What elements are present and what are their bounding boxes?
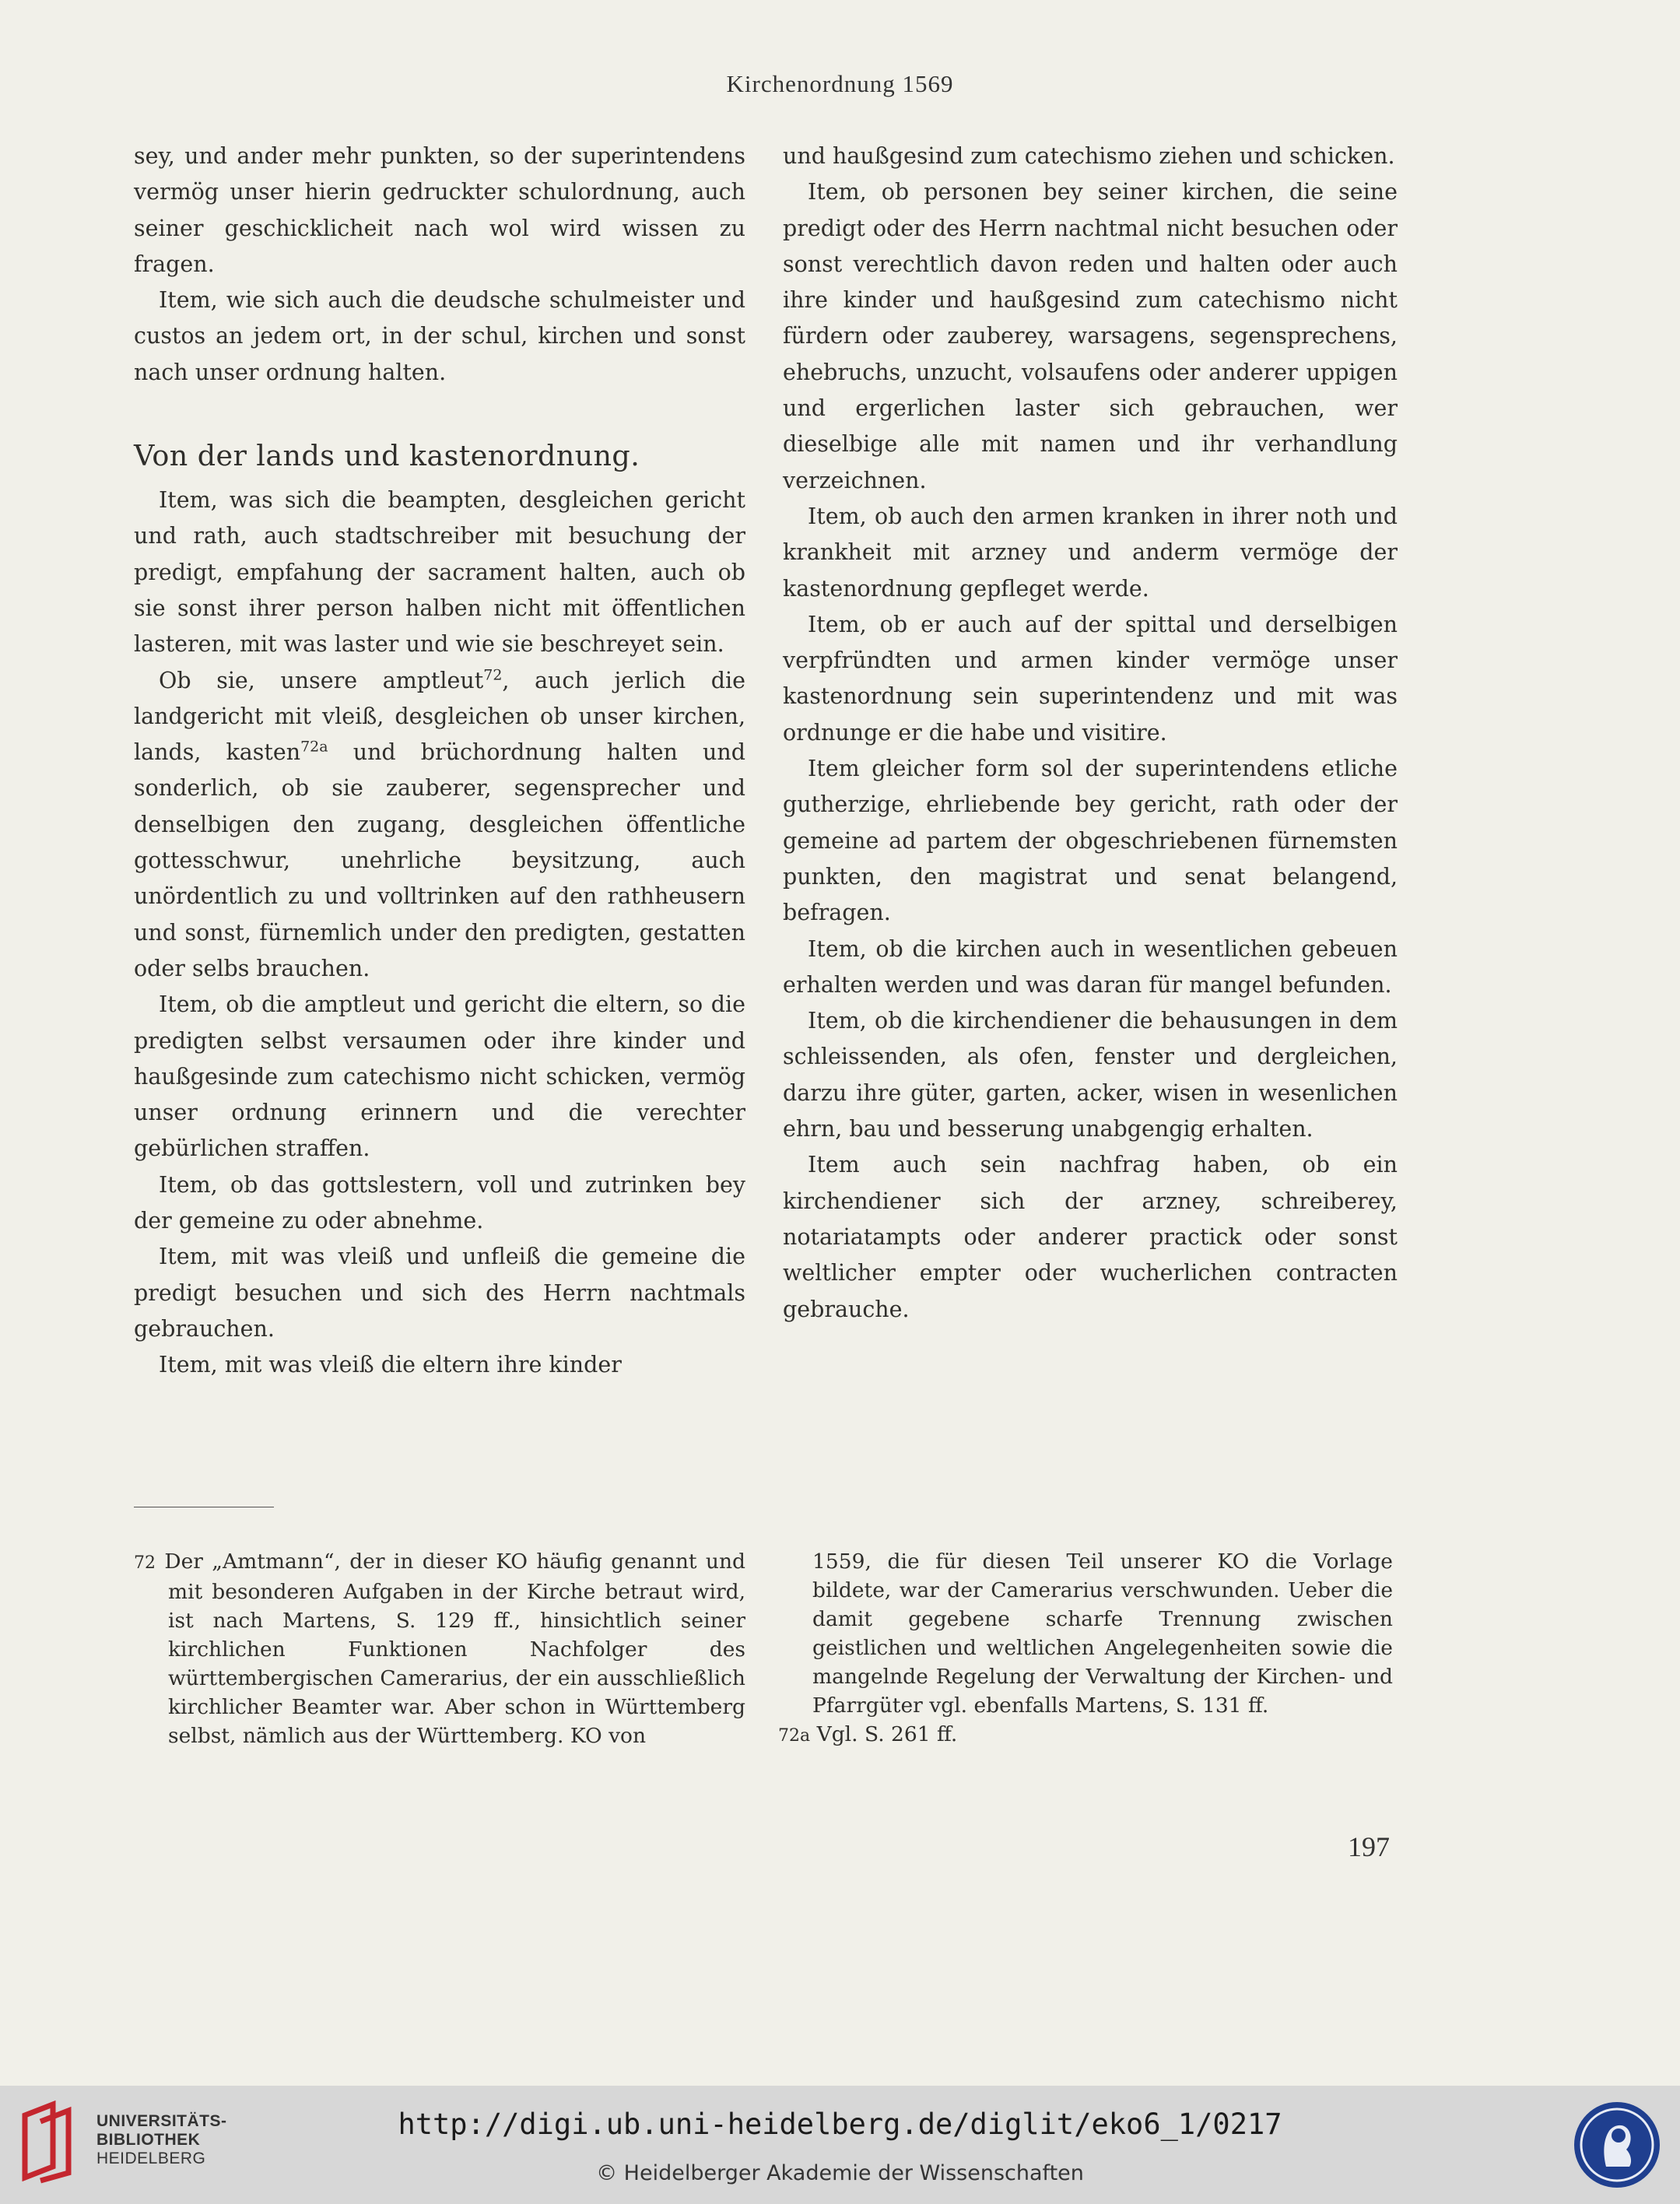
paragraph: Item, ob das gottslestern, voll und zutrinken bey der gemeine zu oder abnehme. (134, 1171, 745, 1234)
footnote-mark: 72 (134, 1553, 156, 1573)
section-heading: Von der lands und kastenordnung. (134, 439, 640, 473)
academy-seal-icon[interactable] (1572, 2100, 1662, 2190)
library-name-line: BIBLIOTHEK (96, 2131, 201, 2149)
footer-bar (0, 2086, 1680, 2204)
paragraph: Item, mit was vleiß und unfleiß die gemeine die predigt besuchen und sich des Herrn nachtmals gebrauchen. (134, 1244, 745, 1342)
library-name-line: UNIVERSITÄTS- (96, 2112, 227, 2130)
left-column (134, 139, 745, 1384)
paragraph: Item, ob auch den armen kranken in ihrer noth und krankheit mit arzney und anderm vermöge der kastenordnung gepfleget werde. (783, 503, 1398, 602)
paragraph: Item, ob personen bey seiner kirchen, die seine predigt oder des Herrn nachtmal nicht besuchen oder sonst verechtlich davon reden und halten oder auch ihre kinder und haußgesind zum catechismo nicht fürdern oder zauberey, warsagens, segensprechens, ehebruchs, unzucht, volsaufens oder anderer uppigen und ergerlichen laster sich gebrauchen, wer dieselbige alle mit namen und ihr verhandlung verzeichnen. (783, 179, 1398, 493)
footnote-ref-72a[interactable]: 72a (300, 738, 328, 756)
paragraph: Item, was sich die beampten, desgleichen gericht und rath, auch stadtschreiber mit besuchung der predigt, empfahung der sacrament halten, auch ob sie sonst ihrer person halben nicht mit öffentlichen lasteren, mit was laster und wie sie beschreyet sein. (134, 487, 745, 658)
paragraph: und haußgesind zum catechismo ziehen und schicken. (783, 143, 1395, 169)
running-head: Kirchenordnung 1569 (726, 70, 954, 97)
paragraph: Item, ob die kirchendiener die behausungen in dem schleissenden, als ofen, fenster und dergleichen, darzu ihre güter, garten, acker, wisen in wesenlichen ehrn, bau und besserung unabgengig erhalten. (783, 1008, 1398, 1142)
paragraph: Item auch sein nachfrag haben, ob ein kirchendiener sich der arzney, schreiberey, notariatampts oder anderer practick oder sonst weltlicher empter oder wucherlichen contracten gebrauche. (783, 1152, 1398, 1322)
text-run: , auch jerlich die landgericht mit vleiß, desgleichen ob unser kirchen, lands, kasten (134, 667, 745, 766)
paragraph: Item, ob die kirchen auch in wesentlichen gebeuen erhalten werden und was daran für mangel befunden. (783, 935, 1398, 998)
right-column (783, 139, 1398, 1328)
footnote-72 (134, 1547, 745, 1750)
paragraph: Item, wie sich auch die deudsche schulmeister und custos an jedem ort, in der schul, kirchen und sonst nach unser ordnung halten. (134, 287, 745, 385)
footnote-ref-72[interactable]: 72 (483, 666, 503, 684)
footnotes-right (778, 1547, 1393, 1750)
footnote-72-continued: 1559, die für diesen Teil unserer KO die Vorlage bildete, war der Camerarius verschwunden. Ueber die damit gegebene scharfe Trennung zwischen geistlichen und weltlichen Angelegenheiten sowie die mangelnde Regelung der Verwaltung der Kirchen- und Pfarrgüter vgl. ebenfalls Martens, S. 131 ff. (812, 1549, 1393, 1718)
permalink-url[interactable]: http://digi.ub.uni-heidelberg.de/diglit/eko6_1/0217 (398, 2107, 1282, 2141)
footnotes-left (134, 1547, 745, 1750)
library-name-line: HEIDELBERG (96, 2150, 206, 2167)
footnote-mark: 72a (778, 1726, 811, 1746)
paragraph: Item, ob er auch auf der spittal und derselbigen verpfründten und armen kinder vermöge unser kastenordnung sein superintendenz und mit was ordnunge er die habe und visitire. (783, 611, 1398, 746)
page-number: 197 (1348, 1831, 1390, 1862)
copyright-notice: © Heidelberger Akademie der Wissenschaften (596, 2161, 1084, 2185)
paragraph: sey, und ander mehr punkten, so der superintendens vermög unser hierin gedruckter schulordnung, auch seiner geschicklicheit nach wol wird wissen zu fragen. (134, 143, 745, 277)
text-run: und brüchordnung halten und sonderlich, ob sie zauberer, segensprecher und denselbigen den zugang, desgleichen öffentliche gottesschwur, unehrliche beysitzung, auch unördentlich zu und volltrinken auf den rathheusern und sonst, fürnemlich under den predigten, gestatten oder selbs brauchen. (134, 739, 745, 981)
paragraph: Item, ob die amptleut und gericht die eltern, so die predigten selbst versaumen oder ihre kinder und haußgesinde zum catechismo nicht schicken, vermög unser ordnung erinnern und die verechter gebürlichen straffen. (134, 991, 745, 1162)
paragraph (134, 663, 745, 988)
footnote-text: Vgl. S. 261 ff. (816, 1722, 958, 1746)
paragraph: Item gleicher form sol der superintendens etliche gutherzige, ehrliebende bey gericht, rath oder der gemeine ad partem der obgeschriebenen fürnemsten punkten, den magistrat und senat belangend, befragen. (783, 756, 1398, 926)
footnote-text: Der „Amtmann“, der in dieser KO häufig genannt und mit besonderen Aufgaben in der Kirche betraut wird, ist nach Martens, S. 129 ff., hinsichtlich seiner kirchlichen Funktionen Nachfolger des württembergischen Camerarius, der ein ausschließlich kirchlicher Beamter war. Aber schon in Württemberg selbst, nämlich aus der Württemberg. KO von (164, 1549, 745, 1748)
paragraph: Item, mit was vleiß die eltern ihre kinder (159, 1352, 622, 1378)
text-run: Ob sie, unsere amptleut (159, 667, 484, 693)
footnote-72a (778, 1720, 1393, 1750)
